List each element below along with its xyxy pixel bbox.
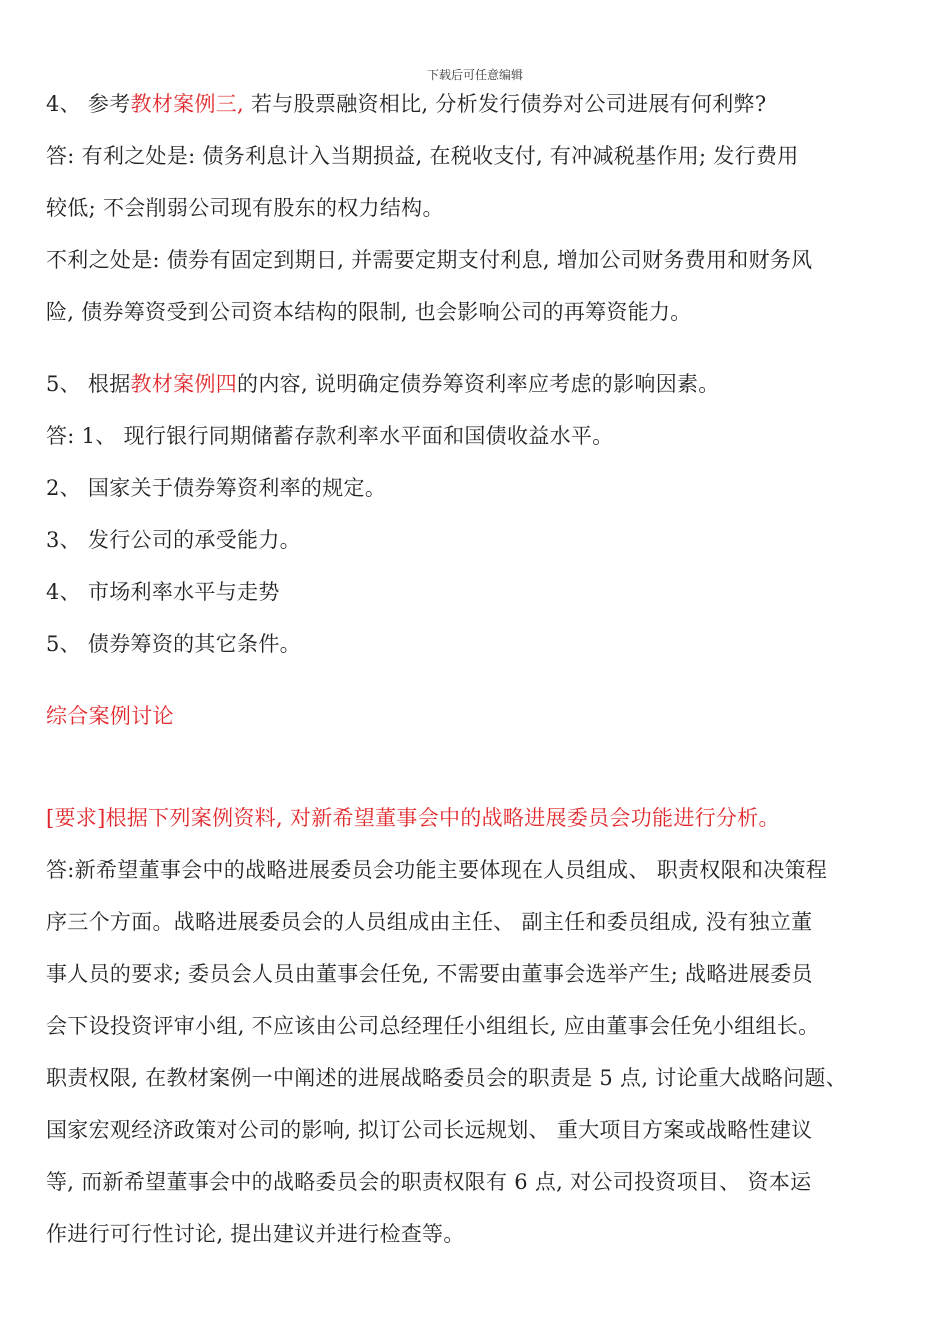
requirement-text: [要求]根据下列案例资料, 对新希望董事会中的战略进展委员会功能进行分析。 bbox=[46, 806, 780, 830]
question-4 bbox=[46, 90, 766, 118]
answer-5-line-3: 3、 发行公司的承受能力。 bbox=[46, 528, 301, 552]
answer-5-line-1: 答: 1、 现行银行同期储蓄存款利率水平面和国债收益水平。 bbox=[46, 424, 614, 448]
question-5 bbox=[46, 370, 720, 398]
section-title: 综合案例讨论 bbox=[46, 704, 174, 728]
question-5-case-ref: 教材案例四 bbox=[130, 372, 238, 396]
answer-line-3: 事人员的要求; 委员会人员由董事会任免, 不需要由董事会选举产生; 战略进展委员 bbox=[46, 962, 813, 986]
answer-line-7: 等, 而新希望董事会中的战略委员会的职责权限有 6 点, 对公司投资项目、 资本运 bbox=[46, 1170, 812, 1194]
question-5-prefix: 5、 根据 bbox=[46, 372, 131, 396]
question-4-prefix: 4、 参考 bbox=[46, 92, 131, 116]
answer-4-line-2: 较低; 不会削弱公司现有股东的权力结构。 bbox=[46, 196, 444, 220]
question-5-text: 的内容, 说明确定债券筹资利率应考虑的影响因素。 bbox=[237, 372, 720, 396]
answer-4-line-3: 不利之处是: 债券有固定到期日, 并需要定期支付利息, 增加公司财务费用和财务风 bbox=[46, 248, 813, 272]
question-4-text: 若与股票融资相比, 分析发行债券对公司进展有何利弊? bbox=[244, 92, 767, 116]
answer-line-6: 国家宏观经济政策对公司的影响, 拟订公司长远规划、 重大项目方案或战略性建议 bbox=[46, 1118, 813, 1142]
answer-line-2: 序三个方面。战略进展委员会的人员组成由主任、 副主任和委员组成, 没有独立董 bbox=[46, 910, 813, 934]
answer-4-line-4: 险, 债券筹资受到公司资本结构的限制, 也会影响公司的再筹资能力。 bbox=[46, 300, 692, 324]
answer-5-line-4: 4、 市场利率水平与走势 bbox=[46, 580, 280, 604]
answer-5-line-5: 5、 债券筹资的其它条件。 bbox=[46, 632, 301, 656]
answer-line-5: 职责权限, 在教材案例一中阐述的进展战略委员会的职责是 5 点, 讨论重大战略问题、 bbox=[46, 1066, 848, 1090]
answer-line-4: 会下设投资评审小组, 不应该由公司总经理任小组组长, 应由董事会任免小组组长。 bbox=[46, 1014, 820, 1038]
answer-5-line-2: 2、 国家关于债券筹资利率的规定。 bbox=[46, 476, 387, 500]
answer-line-8: 作进行可行性讨论, 提出建议并进行检查等。 bbox=[46, 1222, 465, 1246]
page-header: 下载后可任意编辑 bbox=[426, 68, 523, 82]
question-4-case-ref: 教材案例三, bbox=[130, 92, 245, 116]
answer-4-line-1: 答: 有利之处是: 债务利息计入当期损益, 在税收支付, 有冲减税基作用; 发行费用 bbox=[46, 144, 799, 168]
answer-line-1: 答:新希望董事会中的战略进展委员会功能主要体现在人员组成、 职责权限和决策程 bbox=[46, 858, 828, 882]
